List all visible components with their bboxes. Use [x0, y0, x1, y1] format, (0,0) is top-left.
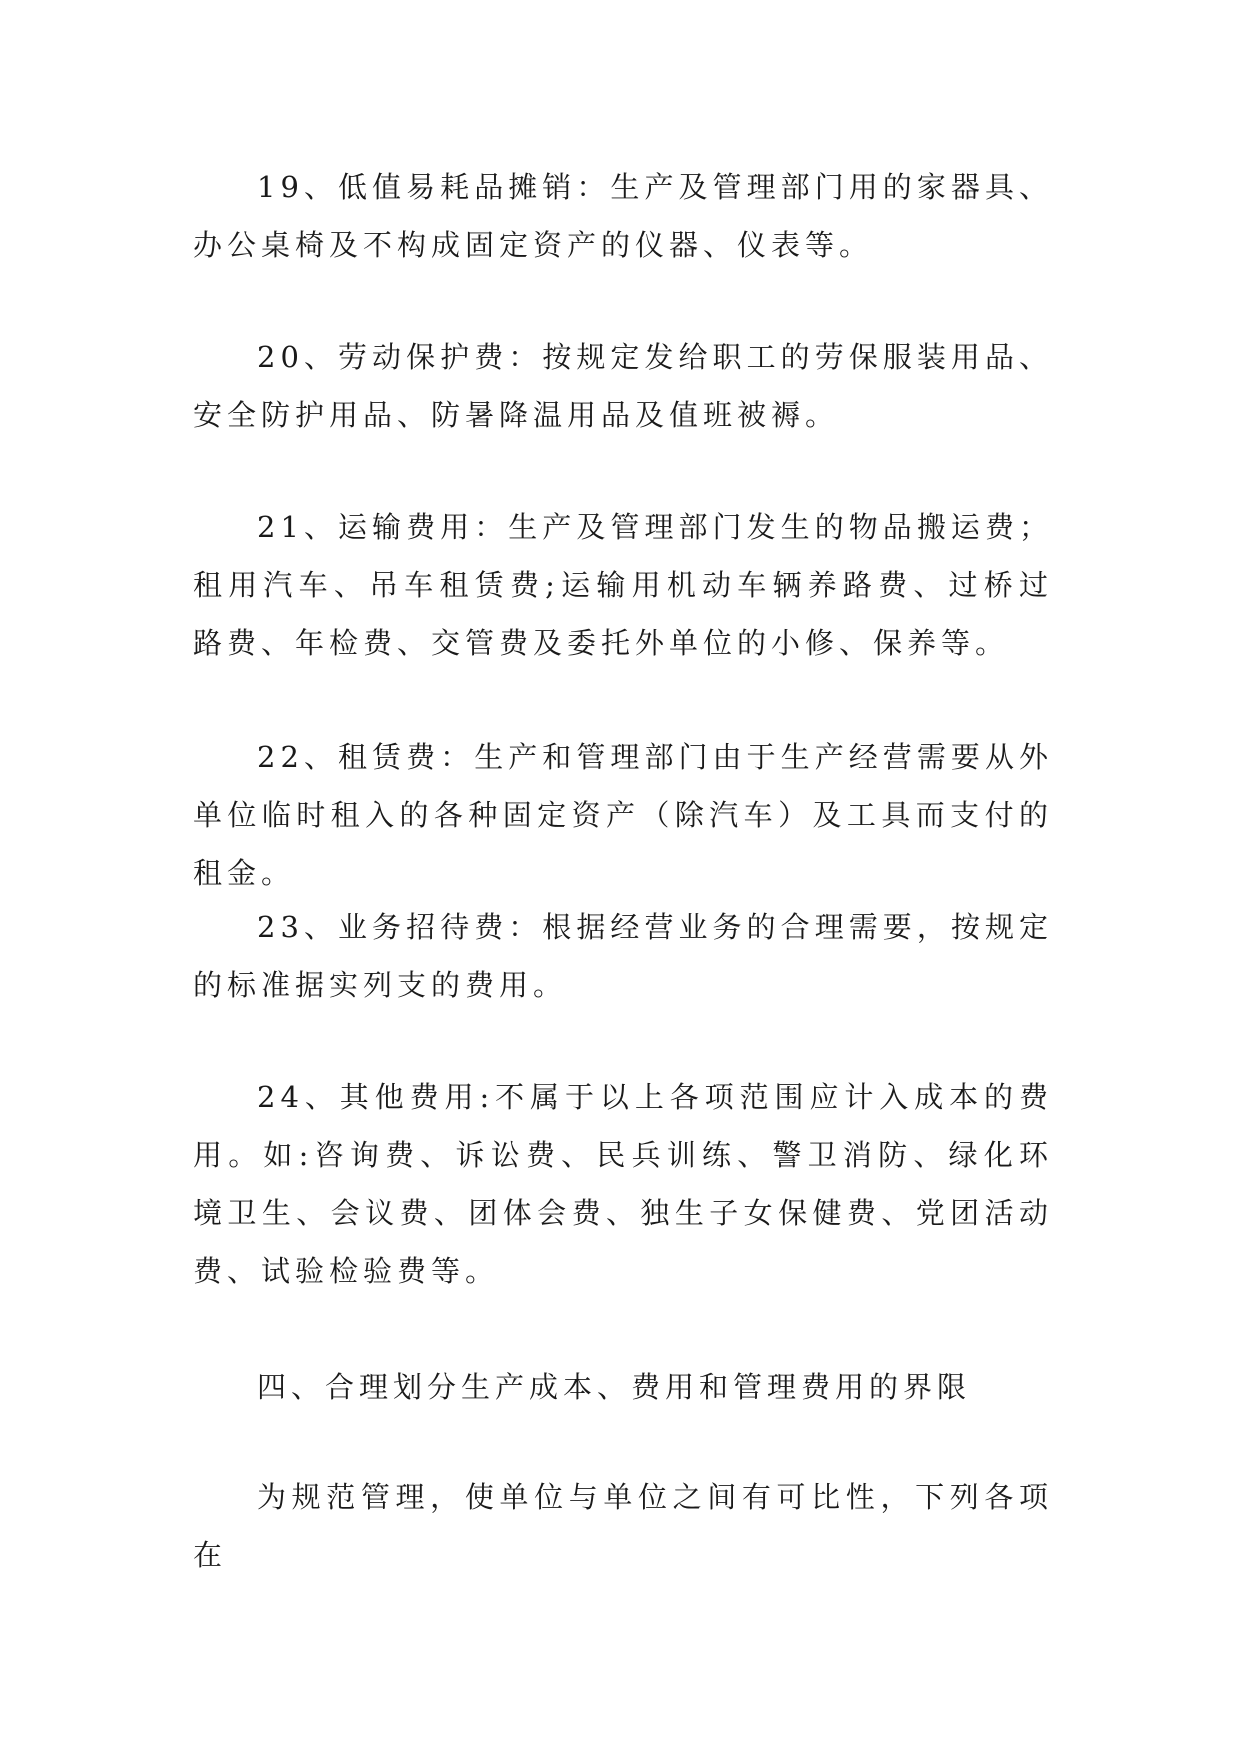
paragraph-item-21: 21、运输费用：生产及管理部门发生的物品搬运费；租用汽车、吊车租赁费;运输用机动车辆养路费、过桥过路费、年检费、交管费及委托外单位的小修、保养等。: [193, 510, 1053, 660]
paragraph-item-24: 24、其他费用:不属于以上各项范围应计入成本的费用。如:咨询费、诉讼费、民兵训练、警卫消防、绿化环境卫生、会议费、团体会费、独生子女保健费、党团活动费、试验检验费等。: [193, 1080, 1053, 1288]
paragraph-item-20: 20、劳动保护费：按规定发给职工的劳保服装用品、安全防护用品、防暑降温用品及值班被褥。: [193, 340, 1053, 432]
paragraph-item-19: 19、低值易耗品摊销：生产及管理部门用的家器具、办公桌椅及不构成固定资产的仪器、仪表等。: [193, 170, 1053, 262]
paragraph-item-23: 23、业务招待费：根据经营业务的合理需要，按规定的标准据实列支的费用。: [193, 910, 1053, 1002]
closing-paragraph: 为规范管理，使单位与单位之间有可比性，下列各项在: [193, 1480, 1053, 1572]
paragraph-item-22: 22、租赁费：生产和管理部门由于生产经营需要从外单位临时租入的各种固定资产（除汽车）及工具而支付的租金。: [193, 740, 1053, 890]
section-heading: 四、合理划分生产成本、费用和管理费用的界限: [257, 1370, 972, 1404]
